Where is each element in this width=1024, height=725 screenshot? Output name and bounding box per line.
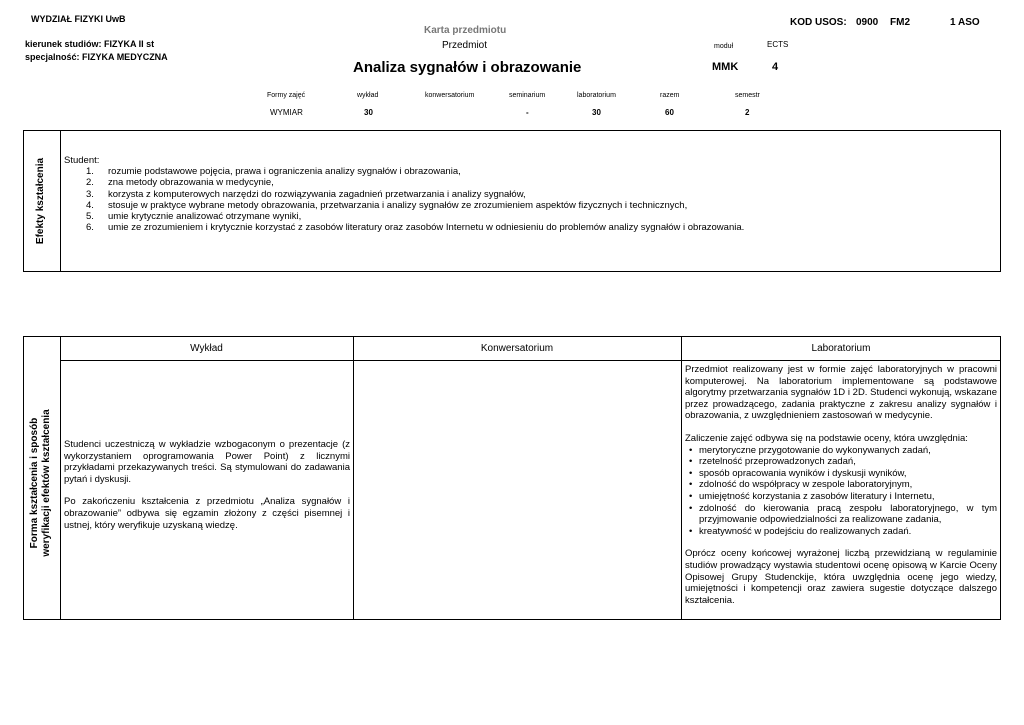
forms-header-konwersatorium: konwersatorium bbox=[425, 92, 475, 99]
forms-header-seminarium: seminarium bbox=[509, 92, 546, 99]
efekty-intro: Student: bbox=[64, 155, 100, 166]
forms-header-wyklad: wykład bbox=[357, 92, 379, 99]
kod-usos-value: 0900 bbox=[856, 17, 879, 28]
efekty-side-label: Efekty kształcenia bbox=[35, 157, 46, 245]
modul-label: moduł bbox=[714, 43, 734, 50]
forma-divider-1 bbox=[353, 336, 354, 620]
forma-header-divider bbox=[60, 360, 1001, 361]
kod-fm: FM2 bbox=[890, 17, 910, 28]
wyklad-paragraph-2: Po zakończeniu kształcenia z przedmiotu „Analiza sygnałów i obrazowanie” odbywa się egzamin złożony z części pisemnej i ustnej, który weryfikuje uzyskaną wiedzę. bbox=[64, 496, 350, 531]
ects-value: 4 bbox=[772, 61, 779, 73]
list-item: • zdolność do kierowania pracą zespołu laboratoryjnego, w tym przyjmowanie odpowiedzialności za realizowane zadania, bbox=[699, 503, 997, 526]
modul-value: MMK bbox=[712, 61, 739, 73]
list-item: • sposób opracowania wyników i dyskusji wyników, bbox=[699, 468, 997, 480]
forms-value-semestr: 2 bbox=[745, 108, 750, 117]
list-item: 6. umie ze zrozumieniem i krytycznie korzystać z zasobów literatury oraz zasobów Internetu w odniesieniu do problemów analizy sygnałów i obrazowania. bbox=[86, 222, 745, 234]
lab-paragraph-1: Przedmiot realizowany jest w formie zajęć laboratoryjnych w pracowni komputerowej. Na laboratorium implementowane są podstawowe algorytmy przetwarzania sygnałów 1D i 2D. Studenci wykonują, wskazane przez prowadzącego, zadania praktyczne z zakresu analizy sygnałów i obrazowania, z uwzględnieniem zastosowań w medycynie. bbox=[685, 364, 997, 422]
efekty-list bbox=[64, 166, 744, 234]
list-item: 3. korzysta z komputerowych narzędzi do rozwiązywania zagadnień przetwarzania i analizy sygnałów, bbox=[86, 188, 526, 200]
forma-side-label: Forma kształcenia i sposób weryfikacji efektów kształcenia bbox=[29, 409, 52, 557]
forma-divider-2 bbox=[681, 336, 682, 620]
forms-value-razem: 60 bbox=[665, 108, 674, 117]
forms-header-semestr: semestr bbox=[735, 92, 760, 99]
kod-aso: 1 ASO bbox=[950, 17, 980, 28]
col-header-laboratorium: Laboratorium bbox=[811, 343, 871, 354]
kod-usos-label: KOD USOS: bbox=[790, 17, 847, 28]
lab-paragraph-3: Oprócz oceny końcowej wyrażonej liczbą przewidzianą w regulaminie studiów prowadzący wystawia studentowi ocenę opisową w Karcie Oceny Opisowej Grupy Studenckije, która uwzględnia ocenę jego wiedzy, umiejętności i kompetencji oraz zawiera sugestie dotyczące dalszego kształcenia. bbox=[685, 548, 997, 606]
list-item: • umiejętność korzystania z zasobów literatury i Internetu, bbox=[699, 491, 997, 503]
forms-value-seminarium: - bbox=[526, 108, 529, 117]
list-item: • rzetelność przeprowadzonych zadań, bbox=[699, 456, 997, 468]
list-item: 4. stosuje w praktyce wybrane metody obrazowania, przetwarzania i analizy sygnałów ze zrozumieniem aspektów fizycznych i technicznych, bbox=[86, 199, 688, 211]
forms-value-wyklad: 30 bbox=[364, 108, 373, 117]
forms-header-laboratorium: laboratorium bbox=[577, 92, 616, 99]
lab-criteria-list bbox=[685, 445, 997, 538]
wyklad-paragraph-1: Studenci uczestniczą w wykładzie wzbogaconym o prezentacje (z wykorzystaniem oprogramowania Power Point) z licznymi przykładami przekazywanych treści. Są stymulowani do zadawania pytań i dyskusji. bbox=[64, 439, 350, 485]
faculty-name: WYDZIAŁ FIZYKI UwB bbox=[31, 14, 126, 24]
forms-value-label: WYMIAR bbox=[270, 108, 303, 117]
list-item: • kreatywność w podejściu do realizowanych zadań. bbox=[699, 526, 997, 538]
lab-content bbox=[685, 364, 997, 617]
wyklad-content bbox=[64, 439, 350, 542]
ects-label: ECTS bbox=[767, 40, 789, 49]
forms-header-label: Formy zajęć bbox=[267, 92, 306, 99]
list-item: 1. rozumie podstawowe pojęcia, prawa i ograniczenia analizy sygnałów i obrazowania, bbox=[86, 166, 461, 177]
kierunek: kierunek studiów: FIZYKA II st bbox=[25, 39, 155, 49]
subject-title: Analiza sygnałów i obrazowanie bbox=[353, 59, 582, 76]
przedmiot-label: Przedmiot bbox=[442, 40, 488, 51]
list-item: • zdolność do współpracy w zespole laboratoryjnym, bbox=[699, 479, 997, 491]
efekty-divider bbox=[60, 130, 61, 272]
list-item: 2. zna metody obrazowania w medycynie, bbox=[86, 177, 274, 189]
list-item: • merytoryczne przygotowanie do wykonywanych zadań, bbox=[699, 445, 997, 457]
col-header-wyklad: Wykład bbox=[190, 343, 223, 354]
specjalnosc: specjalność: FIZYKA MEDYCZNA bbox=[25, 52, 168, 62]
forms-value-laboratorium: 30 bbox=[592, 108, 601, 117]
col-header-konwersatorium: Konwersatorium bbox=[480, 343, 554, 354]
forms-header-razem: razem bbox=[660, 92, 680, 99]
karta-label: Karta przedmiotu bbox=[424, 25, 507, 36]
forma-divider-side bbox=[60, 336, 61, 620]
lab-paragraph-2: Zaliczenie zajęć odbywa się na podstawie oceny, która uwzględnia: bbox=[685, 432, 968, 444]
list-item: 5. umie krytycznie analizować otrzymane wyniki, bbox=[86, 211, 302, 223]
